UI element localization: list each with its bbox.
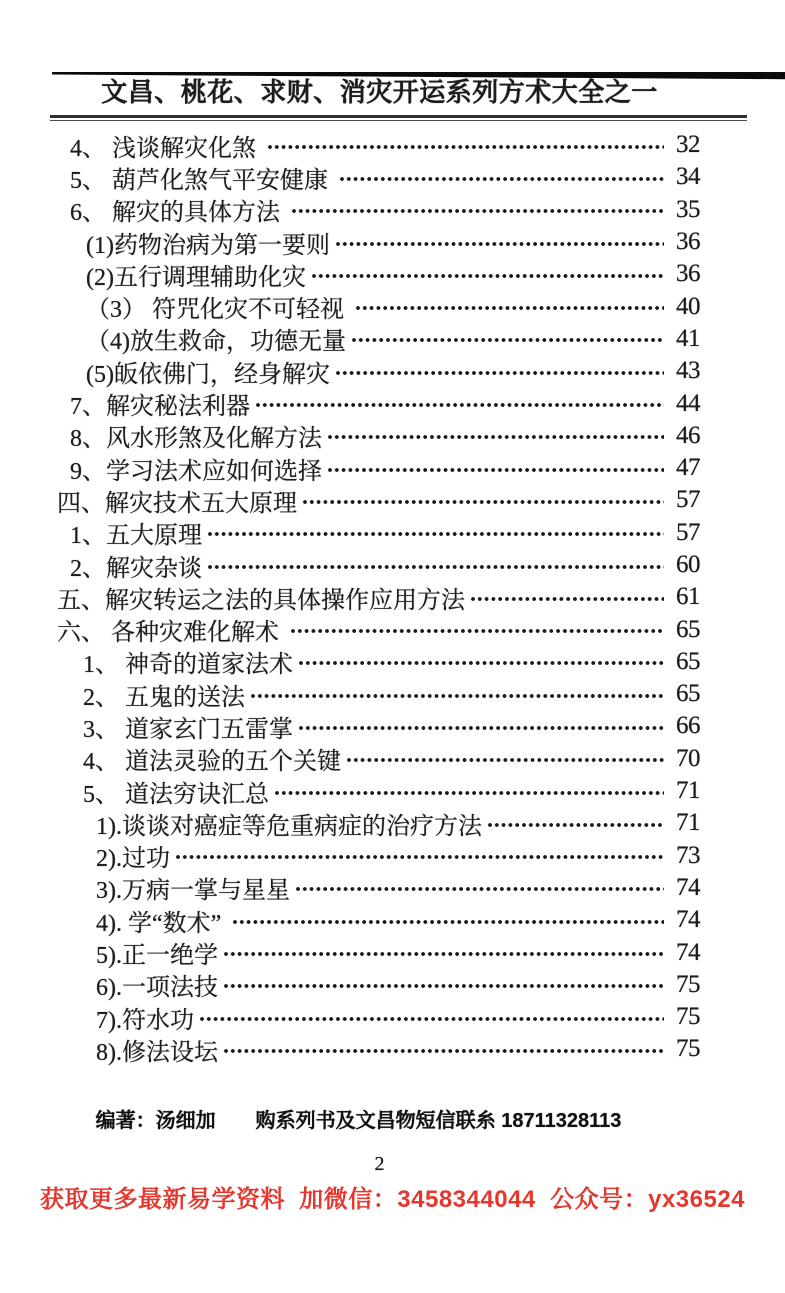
toc-entry bbox=[0, 775, 700, 807]
toc-entry bbox=[0, 258, 700, 290]
toc-entry-title: 8、风水形煞及化解方法 bbox=[70, 426, 322, 453]
dot-leader bbox=[199, 1015, 664, 1023]
toc-entry-title: 1、 神奇的道家法术 bbox=[83, 652, 293, 679]
toc-entry-page-number: 41 bbox=[676, 324, 700, 352]
toc-entry bbox=[0, 387, 700, 419]
toc-entry-page-number: 57 bbox=[676, 518, 700, 546]
toc-entry-title: 7).符水功 bbox=[96, 1007, 194, 1034]
toc-entry-title: 8).修法设坛 bbox=[96, 1039, 218, 1066]
toc-entry bbox=[0, 323, 700, 355]
toc-entry-page-number: 66 bbox=[676, 712, 700, 740]
page-title: 文昌、桃花、求财、消灾开运系列方术大全之一 bbox=[101, 78, 658, 107]
dot-leader bbox=[255, 401, 664, 409]
dot-leader bbox=[351, 336, 664, 344]
toc-entry-page-number: 36 bbox=[676, 260, 700, 288]
toc-entry-page-number: 43 bbox=[676, 357, 700, 385]
toc-entry-title: （4)放生救命，功德无量 bbox=[86, 329, 346, 356]
toc-entry-page-number: 34 bbox=[676, 163, 700, 191]
toc-entry bbox=[0, 355, 700, 387]
toc-entry-title: 6).一项法技 bbox=[96, 975, 218, 1002]
dot-leader bbox=[274, 789, 664, 797]
toc-entry-title: (2)五行调理辅助化灾 bbox=[86, 264, 306, 291]
toc-entry-page-number: 65 bbox=[676, 615, 700, 643]
toc-entry-page-number: 32 bbox=[676, 131, 700, 159]
author-credit-line: 编著：汤细加 购系列书及文昌物短信联糸 18711328113 bbox=[95, 1109, 622, 1132]
dot-leader bbox=[267, 143, 664, 151]
dot-leader bbox=[298, 724, 664, 732]
toc-entry-page-number: 65 bbox=[676, 680, 700, 708]
toc-entry bbox=[0, 840, 700, 872]
toc-entry bbox=[0, 194, 700, 226]
toc-entry-page-number: 44 bbox=[676, 389, 700, 417]
toc-entry-page-number: 74 bbox=[676, 873, 700, 901]
toc-entry-page-number: 36 bbox=[676, 228, 700, 256]
dot-leader bbox=[232, 918, 664, 926]
dot-leader bbox=[327, 466, 664, 474]
toc-entry bbox=[0, 549, 700, 581]
toc-entry-title: (5)皈依佛门，经身解灾 bbox=[86, 361, 330, 388]
toc-entry-title: 3、 道家玄门五雷掌 bbox=[83, 717, 293, 743]
toc-entry bbox=[0, 936, 700, 968]
toc-entry-title: (1)药物治病为第一要则 bbox=[86, 232, 330, 259]
toc-entry-page-number: 71 bbox=[676, 777, 700, 805]
toc-entry-page-number: 74 bbox=[676, 906, 700, 934]
dot-leader bbox=[311, 272, 664, 280]
toc-entry bbox=[0, 904, 700, 936]
dot-leader bbox=[335, 240, 664, 248]
toc-entry bbox=[0, 161, 700, 193]
toc-entry-page-number: 61 bbox=[676, 583, 700, 611]
dot-leader bbox=[327, 433, 664, 441]
toc-entry-title: 6、 解灾的具体方法 bbox=[70, 200, 286, 227]
toc-entry bbox=[0, 581, 700, 613]
dot-leader bbox=[339, 175, 664, 183]
page-footer bbox=[0, 1104, 785, 1214]
dot-leader bbox=[487, 821, 664, 829]
page-number: 2 bbox=[374, 1152, 385, 1175]
toc-entry-title: 2、 五鬼的送法 bbox=[83, 684, 245, 711]
toc-entry-title: 4、 道法灵验的五个关键 bbox=[83, 749, 341, 776]
toc-entry bbox=[0, 226, 700, 258]
toc-entry-page-number: 40 bbox=[676, 292, 700, 320]
toc-entry-title: 3).万病一掌与星星 bbox=[96, 878, 290, 905]
toc-entry-title: 4、 浅谈解灾化煞 bbox=[70, 135, 262, 162]
toc-entry bbox=[0, 420, 700, 452]
toc-entry bbox=[0, 710, 700, 742]
toc-entry-title: 7、解灾秘法利器 bbox=[70, 394, 250, 421]
toc-entry-title: 1、五大原理 bbox=[70, 523, 202, 550]
dot-leader bbox=[302, 498, 664, 506]
toc-entry-page-number: 57 bbox=[676, 486, 700, 514]
toc-entry bbox=[0, 872, 700, 904]
toc-entry bbox=[0, 129, 700, 161]
toc-entry bbox=[0, 452, 700, 484]
page-header bbox=[0, 72, 785, 121]
toc-entry bbox=[0, 743, 700, 775]
toc-entry-title: 2、解灾杂谈 bbox=[70, 555, 202, 582]
dot-leader bbox=[335, 369, 664, 377]
dot-leader bbox=[291, 207, 664, 215]
toc-entry-title: 四、解灾技术五大原理 bbox=[57, 490, 297, 517]
dot-leader bbox=[355, 304, 664, 312]
toc-entry-title: 五、解灾转运之法的具体操作应用方法 bbox=[57, 587, 465, 614]
toc-entry-page-number: 35 bbox=[676, 195, 700, 223]
toc-entry-page-number: 75 bbox=[676, 1035, 700, 1063]
toc-entry bbox=[0, 1033, 700, 1065]
dot-leader bbox=[223, 1047, 664, 1055]
dot-leader bbox=[298, 659, 664, 667]
toc-entry-page-number: 73 bbox=[676, 841, 700, 869]
toc-entry-page-number: 46 bbox=[676, 421, 700, 449]
dot-leader bbox=[290, 627, 664, 635]
toc-entry-title: 9、学习法术应如何选择 bbox=[70, 458, 322, 485]
toc-entry-page-number: 75 bbox=[676, 970, 700, 998]
toc-entry bbox=[0, 613, 700, 645]
dot-leader bbox=[346, 756, 664, 764]
toc-entry-page-number: 70 bbox=[676, 744, 700, 772]
toc-entry-title: 六、 各种灾难化解术 bbox=[57, 620, 285, 647]
dot-leader bbox=[207, 530, 664, 538]
toc-entry bbox=[0, 517, 700, 549]
dot-leader bbox=[207, 563, 664, 571]
dot-leader bbox=[295, 885, 664, 893]
toc-entry bbox=[0, 807, 700, 839]
dot-leader bbox=[223, 982, 664, 990]
table-of-contents bbox=[0, 129, 785, 1066]
toc-entry-title: 5、 道法穷诀汇总 bbox=[83, 781, 269, 808]
dot-leader bbox=[223, 950, 664, 958]
toc-entry bbox=[0, 1001, 700, 1033]
toc-entry-page-number: 60 bbox=[676, 551, 700, 578]
scanned-document-page bbox=[0, 72, 785, 1214]
dot-leader bbox=[470, 595, 664, 603]
dot-leader bbox=[250, 692, 664, 700]
toc-entry-title: （3） 符咒化灾不可轻视 bbox=[86, 297, 350, 324]
promo-banner: 获取更多最新易学资料 加微信：3458344044 公众号：yx36524 bbox=[39, 1185, 746, 1213]
toc-entry bbox=[0, 646, 700, 678]
toc-entry-title: 5、 葫芦化煞气平安健康 bbox=[70, 167, 334, 194]
toc-entry-title: 2).过功 bbox=[96, 846, 170, 873]
toc-entry bbox=[0, 484, 700, 516]
header-double-rule bbox=[50, 115, 747, 121]
toc-entry bbox=[0, 969, 700, 1001]
toc-entry bbox=[0, 290, 700, 322]
toc-entry-page-number: 71 bbox=[676, 809, 700, 837]
toc-entry bbox=[0, 678, 700, 710]
toc-entry-page-number: 65 bbox=[676, 647, 700, 675]
toc-entry-title: 4). 学“数术” bbox=[96, 910, 228, 937]
toc-entry-title: 5).正一绝学 bbox=[96, 943, 218, 970]
toc-entry-page-number: 47 bbox=[676, 454, 700, 482]
toc-entry-page-number: 75 bbox=[676, 1003, 700, 1031]
toc-entry-title: 1).谈谈对癌症等危重病症的治疗方法 bbox=[96, 813, 482, 840]
toc-entry-page-number: 74 bbox=[676, 938, 700, 966]
dot-leader bbox=[175, 853, 664, 861]
